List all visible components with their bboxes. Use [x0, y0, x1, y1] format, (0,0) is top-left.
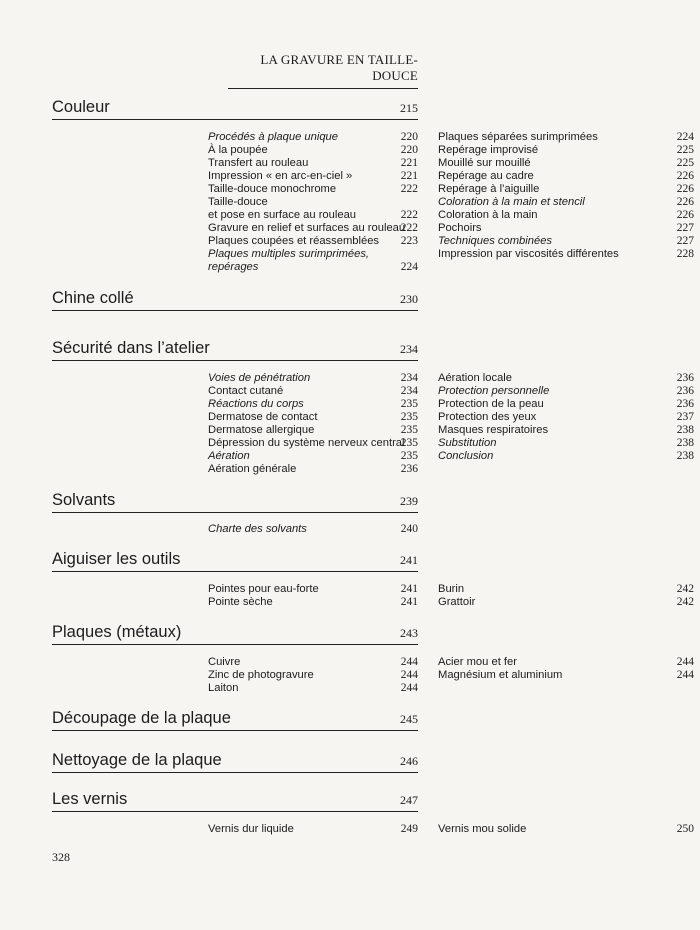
section-heading: [52, 99, 418, 120]
entry-page: 223: [400, 235, 418, 247]
section-heading: [52, 624, 418, 645]
entry-title: Gravure en relief et surfaces au rouleau: [208, 222, 406, 234]
toc-entry: [438, 583, 694, 596]
section-title: Découpage de la plaque: [52, 709, 231, 727]
toc-entry: [208, 823, 418, 836]
entries-right-column: [438, 372, 694, 463]
toc-entry: [208, 248, 418, 261]
entry-title: Pochoirs: [438, 222, 482, 234]
entry-page: 221: [400, 170, 418, 182]
running-head: LA GRAVURE EN TAILLE-DOUCE: [228, 52, 418, 89]
toc-section: [52, 339, 694, 475]
toc-entry: [438, 669, 694, 682]
section-page: 239: [400, 494, 418, 508]
entry-title: Plaques séparées surimprimées: [438, 131, 598, 143]
entry-page: 235: [400, 411, 418, 423]
toc-entry: [438, 656, 694, 669]
entry-page: 221: [400, 157, 418, 169]
section-title: Sécurité dans l’atelier: [52, 339, 210, 357]
section-heading: [52, 492, 418, 513]
toc-entry: [208, 669, 418, 682]
toc-section: [52, 790, 694, 835]
entry-page: 244: [400, 656, 418, 668]
entries-left-column: [208, 823, 418, 836]
entry-page: 238: [676, 424, 694, 436]
toc-entry: [208, 144, 418, 157]
entry-page: 226: [676, 170, 694, 182]
toc-entry: [438, 144, 694, 157]
entry-page: 226: [676, 209, 694, 221]
entries-left-column: [208, 523, 418, 536]
section-page: 230: [400, 292, 418, 306]
entry-page: 250: [676, 823, 694, 835]
entry-page: 236: [676, 385, 694, 397]
toc-entry: [208, 523, 418, 536]
entry-page: 224: [400, 261, 418, 273]
entry-title: Dermatose de contact: [208, 411, 318, 423]
entry-page: 242: [676, 596, 694, 608]
toc-entry: [438, 235, 694, 248]
section-page: 246: [400, 754, 418, 768]
entry-title: Substitution: [438, 437, 497, 449]
toc-entry: [438, 372, 694, 385]
page-number: 328: [52, 850, 70, 864]
entry-title: Protection de la peau: [438, 398, 544, 410]
entry-title: Masques respiratoires: [438, 424, 549, 436]
toc-entry: [438, 248, 694, 261]
entry-title: Repérage au cadre: [438, 170, 534, 182]
entry-page: 241: [400, 583, 418, 595]
section-page: 247: [400, 793, 418, 807]
toc-section: [52, 623, 694, 694]
entry-page: 236: [676, 372, 694, 384]
entry-page: 236: [400, 463, 418, 475]
entry-title: Taille-douce monochrome: [208, 183, 337, 195]
entry-page: 227: [676, 222, 694, 234]
entry-page: 225: [676, 144, 694, 156]
entry-title: Magnésium et aluminium: [438, 669, 563, 681]
entry-page: 244: [676, 669, 694, 681]
entry-title: Pointes pour eau-forte: [208, 583, 319, 595]
toc-entry: [208, 583, 418, 596]
entry-page: 236: [676, 398, 694, 410]
entry-title: Techniques combinées: [438, 235, 553, 247]
entry-page: 244: [676, 656, 694, 668]
entry-page: 244: [400, 669, 418, 681]
entry-title: Aération générale: [208, 463, 297, 475]
entry-page: 249: [400, 823, 418, 835]
entry-title: Zinc de photogravure: [208, 669, 314, 681]
entry-page: 242: [676, 583, 694, 595]
toc-entry: [208, 385, 418, 398]
toc-entry: [208, 656, 418, 669]
toc-entry: [438, 385, 694, 398]
toc-entry: [208, 682, 418, 695]
toc-section: [52, 290, 418, 311]
section-title: Les vernis: [52, 790, 128, 808]
toc-section: [52, 550, 694, 608]
entry-title: Coloration à la main: [438, 209, 538, 221]
section-heading: [52, 710, 418, 731]
entry-title: Mouillé sur mouillé: [438, 157, 531, 169]
toc-entry: [438, 596, 694, 609]
toc-entry: [438, 424, 694, 437]
toc-entry: [208, 424, 418, 437]
entry-title: Impression par viscosités différentes: [438, 248, 619, 260]
toc-entry: [438, 437, 694, 450]
entry-page: 222: [400, 209, 418, 221]
entry-page: 244: [400, 682, 418, 694]
section-page: 234: [400, 342, 418, 356]
toc-entry: [208, 450, 418, 463]
entries-left-column: [208, 131, 418, 274]
toc-entry: [438, 131, 694, 144]
toc-section: [52, 752, 418, 773]
toc-entry: [208, 261, 418, 274]
section-heading: [52, 791, 418, 812]
entry-page: 222: [400, 222, 418, 234]
toc-entry: [438, 823, 694, 836]
toc-section: [52, 710, 418, 731]
entry-page: 240: [400, 523, 418, 535]
section-title: Aiguiser les outils: [52, 550, 181, 568]
toc-entry: [438, 450, 694, 463]
entry-title: Transfert au rouleau: [208, 157, 309, 169]
toc-entry: [208, 235, 418, 248]
entries-right-column: [438, 656, 694, 682]
entry-title: Repérage improvisé: [438, 144, 539, 156]
entry-title: Laiton: [208, 682, 239, 694]
toc-section: [52, 491, 418, 535]
section-page: 243: [400, 626, 418, 640]
entry-page: 225: [676, 157, 694, 169]
section-title: Solvants: [52, 491, 116, 509]
entry-title: Impression « en arc-en-ciel »: [208, 170, 353, 182]
entry-page: 228: [676, 248, 694, 260]
toc-entry: [438, 398, 694, 411]
entry-page: 234: [400, 385, 418, 397]
toc-entry: [208, 131, 418, 144]
entry-title: Plaques coupées et réassemblées: [208, 235, 380, 247]
entries-left-column: [208, 656, 418, 695]
toc-entry: [438, 222, 694, 235]
toc-entry: [208, 196, 418, 209]
toc-section: [52, 98, 694, 273]
entry-title: repérages: [208, 261, 259, 273]
section-title: Plaques (métaux): [52, 623, 182, 641]
entry-page: 235: [400, 437, 418, 449]
entry-page: 235: [400, 398, 418, 410]
entry-page: 238: [676, 450, 694, 462]
toc-entry: [438, 157, 694, 170]
toc-entry: [208, 398, 418, 411]
section-heading: [52, 340, 418, 361]
entry-title: Burin: [438, 583, 465, 595]
entry-page: 237: [676, 411, 694, 423]
entry-page: 235: [400, 450, 418, 462]
entries-right-column: [438, 583, 694, 609]
entry-title: Contact cutané: [208, 385, 284, 397]
entry-title: et pose en surface au rouleau: [208, 209, 357, 221]
entry-title: Repérage à l’aiguille: [438, 183, 540, 195]
entries-right-column: [438, 131, 694, 261]
entry-title: Réactions du corps: [208, 398, 304, 410]
toc-entry: [208, 596, 418, 609]
entry-title: Procédés à plaque unique: [208, 131, 339, 143]
entry-title: Cuivre: [208, 656, 241, 668]
entry-title: Plaques multiples surimprimées,: [208, 248, 370, 260]
section-heading: [52, 290, 418, 311]
entry-title: Vernis mou solide: [438, 823, 527, 835]
entry-page: 234: [400, 372, 418, 384]
toc-entry: [208, 157, 418, 170]
entry-page: 220: [400, 144, 418, 156]
toc-entry: [208, 170, 418, 183]
entry-title: Protection des yeux: [438, 411, 537, 423]
section-page: 241: [400, 553, 418, 567]
entries-left-column: [208, 372, 418, 476]
entry-page: 241: [400, 596, 418, 608]
section-heading: [52, 752, 418, 773]
entry-title: Dépression du système nerveux central: [208, 437, 405, 449]
entry-title: Coloration à la main et stencil: [438, 196, 585, 208]
toc-entry: [208, 372, 418, 385]
entry-title: Dermatose allergique: [208, 424, 315, 436]
entry-title: Aération: [208, 450, 250, 462]
entry-title: Conclusion: [438, 450, 494, 462]
entry-title: Aération locale: [438, 372, 513, 384]
entry-title: Protection personnelle: [438, 385, 550, 397]
section-title: Couleur: [52, 98, 110, 116]
toc-entry: [438, 411, 694, 424]
entry-page: 238: [676, 437, 694, 449]
section-title: Chine collé: [52, 289, 134, 307]
entry-page: 220: [400, 131, 418, 143]
toc-entry: [438, 209, 694, 222]
entry-page: 224: [676, 131, 694, 143]
entry-title: À la poupée: [208, 144, 268, 156]
toc-entry: [208, 183, 418, 196]
toc-entry: [438, 183, 694, 196]
entry-page: 222: [400, 183, 418, 195]
section-heading: [52, 551, 418, 572]
entry-title: Voies de pénétration: [208, 372, 311, 384]
entry-page: 226: [676, 183, 694, 195]
entry-title: Acier mou et fer: [438, 656, 517, 668]
toc-entry: [208, 437, 418, 450]
toc-entry: [438, 170, 694, 183]
toc-entry: [208, 463, 418, 476]
entry-title: Charte des solvants: [208, 523, 307, 535]
section-title: Nettoyage de la plaque: [52, 751, 222, 769]
section-page: 245: [400, 712, 418, 726]
entry-title: Vernis dur liquide: [208, 823, 294, 835]
entry-title: Grattoir: [438, 596, 476, 608]
entry-page: 226: [676, 196, 694, 208]
entry-title: Pointe sèche: [208, 596, 273, 608]
entries-left-column: [208, 583, 418, 609]
entry-page: 235: [400, 424, 418, 436]
section-page: 215: [400, 101, 418, 115]
entry-page: 227: [676, 235, 694, 247]
toc-entry: [208, 411, 418, 424]
entries-right-column: [438, 823, 694, 836]
toc-entry: [208, 209, 418, 222]
toc-entry: [438, 196, 694, 209]
toc-entry: [208, 222, 418, 235]
entry-title: Taille-douce: [208, 196, 268, 208]
